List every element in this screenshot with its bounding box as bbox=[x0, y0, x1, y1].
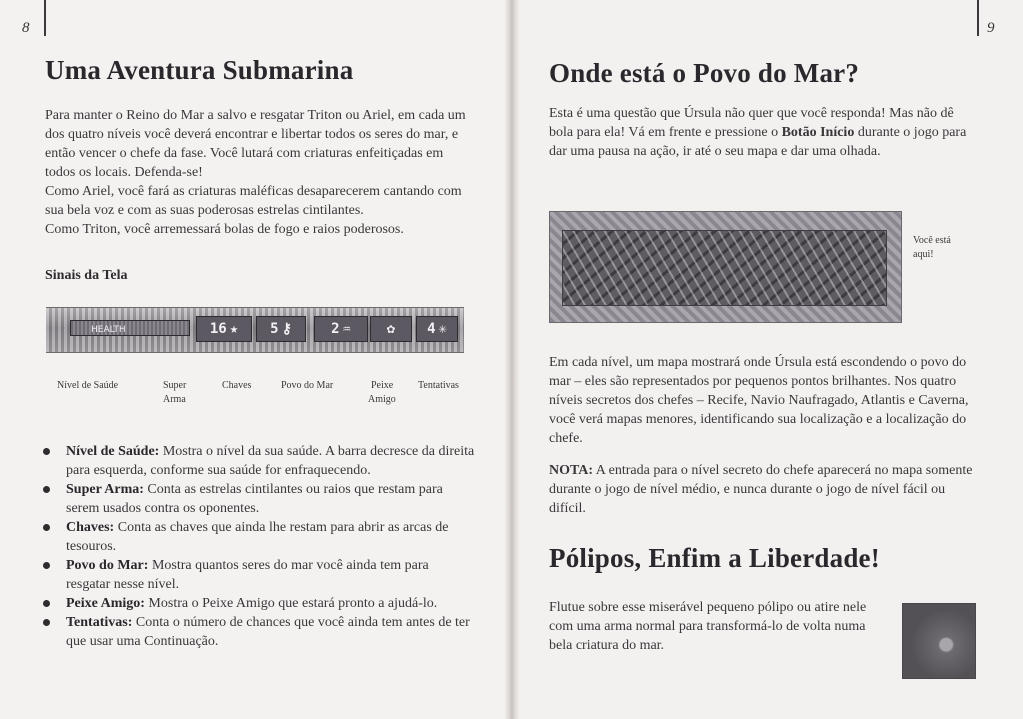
bullet-icon bbox=[43, 524, 50, 531]
note-text: NOTA: A entrada para o nível secreto do chefe aparecerá no mapa somente durante o jogo de nível médio, e nunca durante o jogo de nível fácil ou difícil. bbox=[549, 463, 973, 516]
map-caption: Você está aqui! bbox=[913, 235, 951, 260]
key-icon: ⚷ bbox=[281, 321, 292, 337]
polyp-screenshot bbox=[902, 603, 976, 679]
intro-paragraph-2: Como Ariel, você fará as criaturas maléficas desaparecerem cantando com sua bela voz e com as suas poderosas estrelas cintilantes. bbox=[45, 184, 462, 218]
super-weapon-count: 16 bbox=[209, 321, 227, 337]
lives-count: 4 bbox=[427, 321, 436, 337]
keys-count: 5 bbox=[270, 321, 279, 337]
map-intro-text: Esta é uma questão que Úrsula não quer que você responda! Mas não dê bola para ela! Vá em frente e pressione o Botão Início durante o jogo para dar uma pausa na ação, ir até o seu mapa e dar uma olhada. bbox=[549, 106, 967, 159]
polyps-title: Pólipos, Enfim a Liberdade! bbox=[549, 543, 880, 573]
label-friend-line1: Peixe bbox=[371, 380, 394, 391]
health-bar-label: HEALTH bbox=[91, 325, 126, 335]
label-health: Nível de Saúde bbox=[57, 380, 119, 391]
label-friend-line2: Amigo bbox=[368, 394, 396, 405]
map-description: Em cada nível, um mapa mostrará onde Úrsula está escondendo o povo do mar – eles são representados por pequenos pontos brilhantes. Nos quatro níveis secretos dos chefes – Recife, Navio Naufragado, Atlantis e Caverna, você verá mapas menores, identificando sua localização e a localização do chefe. bbox=[549, 355, 969, 446]
merfolk-icon: ♒ bbox=[342, 321, 351, 337]
hud-screenshot bbox=[46, 307, 464, 353]
section-title-screen-signals: Sinais da Tela bbox=[45, 268, 128, 283]
super-weapon-slot bbox=[196, 316, 252, 342]
fish-icon: ✿ bbox=[386, 321, 396, 337]
keys-slot bbox=[256, 316, 306, 342]
bullet-icon bbox=[43, 448, 50, 455]
start-button-term: Botão Início bbox=[781, 125, 855, 140]
intro-text bbox=[45, 106, 477, 239]
intro-paragraph-3: Como Triton, você arremessará bolas de fogo e raios poderosos. bbox=[45, 222, 404, 237]
bullet-icon bbox=[43, 619, 50, 626]
right-page-title: Onde está o Povo do Mar? bbox=[549, 58, 860, 88]
friend-fish-slot bbox=[370, 316, 412, 342]
list-item: Povo do Mar: Mostra quantos seres do mar você ainda tem para resgatar nesse nível. bbox=[45, 556, 475, 594]
right-page-number: 9 bbox=[987, 20, 995, 36]
bullet-icon bbox=[43, 486, 50, 493]
list-item: Peixe Amigo: Mostra o Peixe Amigo que estará pronto a ajudá-lo. bbox=[45, 594, 475, 613]
list-item: Nível de Saúde: Mostra o nível da sua saúde. A barra decresce da direita para esquerda, conforme sua saúde for enfraquecendo. bbox=[45, 442, 475, 480]
label-keys: Chaves bbox=[222, 380, 252, 391]
star-icon: ★ bbox=[229, 321, 239, 337]
list-item: Tentativas: Conta o número de chances que você ainda tem antes de ter que usar uma Continuação. bbox=[45, 613, 475, 651]
map-screenshot-inner bbox=[562, 230, 887, 306]
label-super-line1: Super bbox=[163, 380, 187, 391]
health-bar bbox=[70, 320, 190, 336]
sea-people-slot bbox=[314, 316, 368, 342]
left-margin-rule bbox=[44, 0, 46, 36]
polyps-text: Flutue sobre esse miserável pequeno pólipo ou atire nele com uma arma normal para transformá-lo de volta numa bela criatura do mar. bbox=[549, 600, 867, 653]
left-page-number: 8 bbox=[22, 20, 30, 36]
hud-description-list bbox=[45, 442, 475, 651]
label-sea-people: Povo do Mar bbox=[281, 380, 334, 391]
intro-paragraph-1: Para manter o Reino do Mar a salvo e resgatar Triton ou Ariel, em cada um dos quatro níveis você deverá encontrar e libertar todos os seres do mar, e então vencer o chefe da fase. Você lutará com criaturas enfeitiçadas em todos os locais. Defenda-se! bbox=[45, 108, 466, 180]
list-item: Chaves: Conta as chaves que ainda lhe restam para abrir as arcas de tesouros. bbox=[45, 518, 475, 556]
label-super-line2: Arma bbox=[163, 394, 186, 405]
label-tries: Tentativas bbox=[418, 380, 459, 391]
bullet-icon bbox=[43, 562, 50, 569]
bullet-icon bbox=[43, 600, 50, 607]
sparkle-icon: ✳ bbox=[438, 321, 447, 337]
note-label: NOTA: bbox=[549, 463, 594, 478]
map-screenshot bbox=[549, 211, 902, 323]
sea-people-count: 2 bbox=[331, 321, 340, 337]
list-item: Super Arma: Conta as estrelas cintilantes ou raios que restam para serem usados contra os oponentes. bbox=[45, 480, 475, 518]
lives-slot bbox=[416, 316, 458, 342]
left-page-title: Uma Aventura Submarina bbox=[45, 55, 354, 85]
right-margin-rule bbox=[977, 0, 979, 36]
book-gutter bbox=[505, 0, 519, 719]
